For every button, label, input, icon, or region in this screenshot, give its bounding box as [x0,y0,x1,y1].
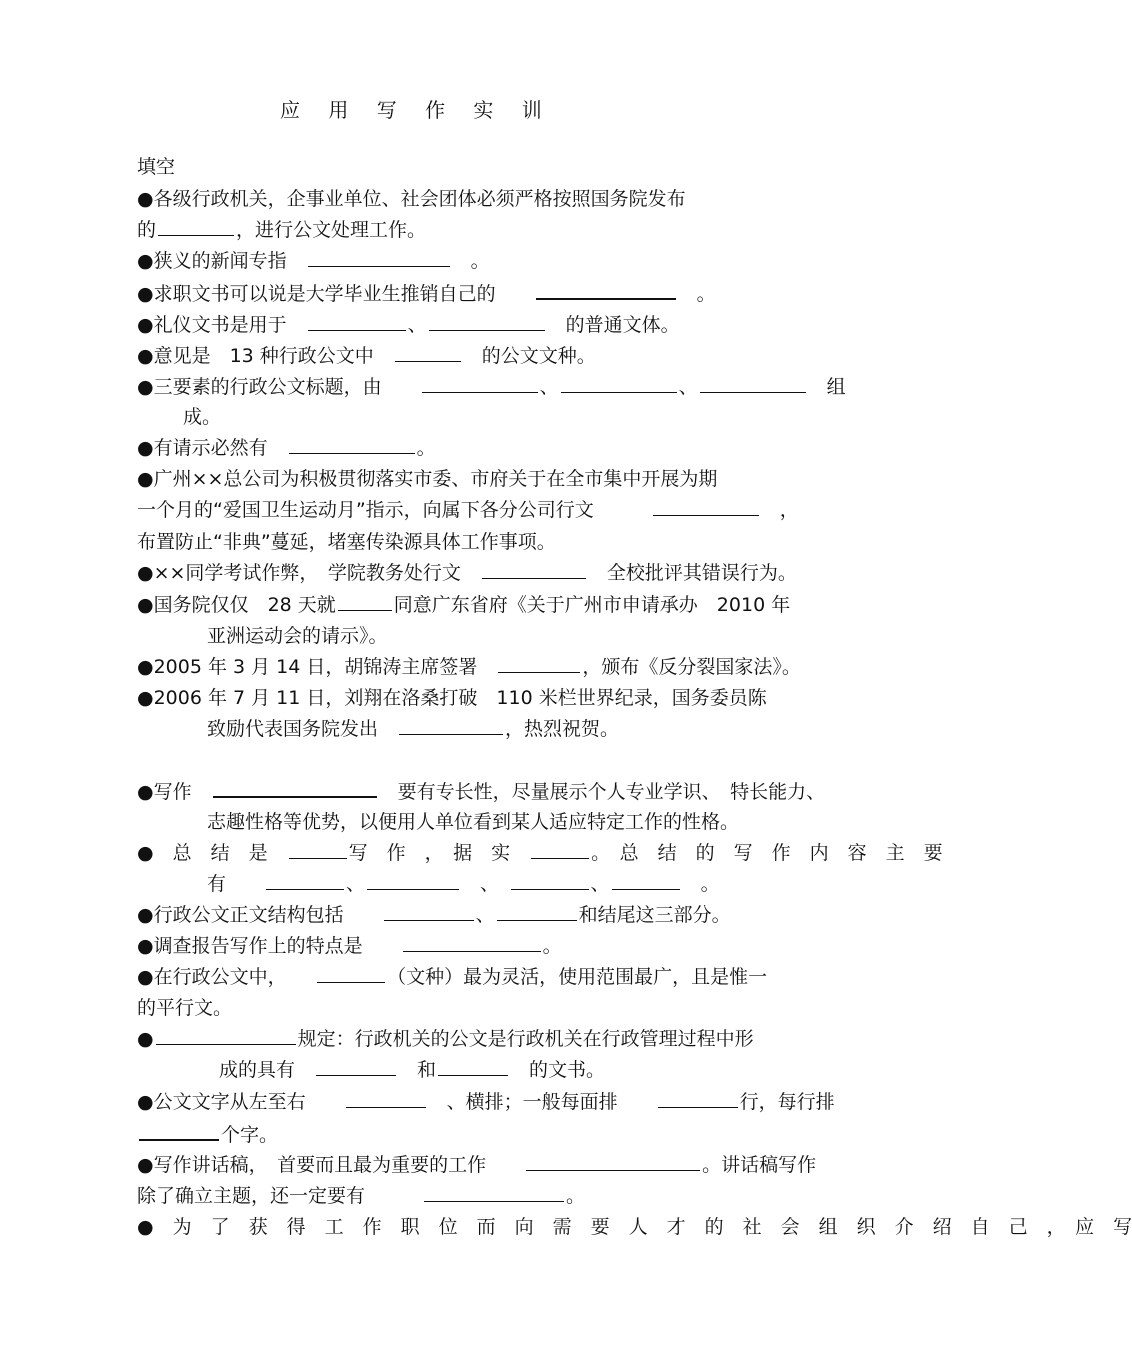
answer-blank [213,778,377,798]
question-text: ●写作 [137,781,211,803]
answer-blank [266,871,344,890]
answer-blank [289,840,347,859]
question-line [137,995,232,1021]
question-line [183,404,221,430]
question-text: ●礼仪文书是用于 [137,314,306,336]
question-text: 。 [566,1185,586,1207]
answer-blank [511,871,589,890]
question-text: ● 总 结 是 [137,842,287,864]
question-line [137,1152,816,1178]
question-text: ，热烈祝贺。 [505,718,620,740]
answer-blank [561,374,677,393]
answer-blank [498,654,580,673]
question-text: 、 [461,873,509,895]
question-text: 填空 [137,156,176,178]
question-text: 、 [539,376,559,398]
answer-blank [612,871,680,890]
question-text: 、 [346,873,366,895]
question-text: 。 [677,283,716,305]
answer-blank [156,1026,296,1045]
question-line [137,217,426,243]
question-text: 有 [207,873,265,895]
question-text: 。 [681,873,720,895]
question-text: 的文书。 [510,1059,606,1081]
question-text: 组 [807,376,846,398]
question-text: 全校批评其错误行为。 [587,562,797,584]
question-text: 成。 [183,406,222,428]
question-text: ●各级行政机关，企事业单位、社会团体必须严格按照国务院发布 [137,188,686,210]
answer-blank [367,871,459,890]
question-text: ●狭义的新闻专指 [137,250,306,272]
page-title: 应 用 写 作 实 训 [280,98,553,122]
question-text: 。 [542,935,562,957]
question-text: ●广州××总公司为积极贯彻落实市委、市府关于在全市集中开展为期 [137,468,718,490]
answer-blank [399,716,503,735]
answer-blank [384,902,474,921]
question-text: 。 [416,437,436,459]
question-text: ●国务院仅仅 28 天就 [137,594,336,616]
question-text: 志趣性格等优势，以便用人单位看到某人适应特定工作的性格。 [207,811,740,833]
question-text: 、 [590,873,610,895]
question-text: 规定：行政机关的公文是行政机关在行政管理过程中形 [297,1028,754,1050]
answer-blank [316,1057,396,1076]
question-text: 亚洲运动会的请示》。 [207,625,388,647]
question-line [219,1057,605,1083]
question-text: ● 为 了 获 得 工 作 职 位 而 向 需 要 人 才 的 社 会 组 织 介 绍 自 己 ， 应 写 [137,1216,1132,1238]
answer-blank [289,435,415,454]
question-text: 和结尾这三部分。 [578,904,731,926]
answer-blank [139,1121,219,1141]
question-line [137,1183,585,1209]
question-text: ， [760,499,799,521]
question-text: 写 作 ， 据 实 [348,842,530,864]
question-text: ●有请示必然有 [137,437,287,459]
question-text: ，进行公文处理工作。 [236,219,427,241]
question-text: 一个月的“爱国卫生运动月”指示，向属下各分公司行文 [137,499,651,521]
question-text: ●××同学考试作弊， 学院教务处行文 [137,562,480,584]
question-text: 的平行文。 [137,997,233,1019]
question-line [137,529,556,555]
answer-blank [658,1089,738,1108]
question-line [137,654,801,680]
question-text: 、 [407,314,427,336]
question-text: ，颁布《反分裂国家法》。 [582,656,801,678]
answer-blank [536,280,676,300]
answer-blank [531,840,589,859]
question-text: ●求职文书可以说是大学毕业生推销自己的 [137,283,534,305]
question-line [137,1121,278,1148]
question-line [137,186,686,212]
question-text: 的公文文种。 [462,345,596,367]
question-text: 、 [678,376,698,398]
question-text: 成的具有 [219,1059,315,1081]
question-text: 致励代表国务院发出 [207,718,398,740]
answer-blank [424,1183,564,1202]
question-line [137,312,680,338]
question-text: 的普通文体。 [546,314,680,336]
answer-blank [700,374,806,393]
question-line [137,497,799,523]
question-text: ●2005 年 3 月 14 日，胡锦涛主席签署 [137,656,497,678]
question-line [137,374,846,400]
question-line [137,343,596,369]
question-text: 除了确立主题，还一定要有 [137,1185,423,1207]
question-line [137,964,767,990]
answer-blank [653,497,759,516]
answer-blank [497,902,577,921]
question-text: ● [137,1028,154,1050]
question-text: 和 [398,1059,437,1081]
question-text: 、横排；一般每面排 [427,1091,656,1113]
answer-blank [422,374,538,393]
question-text: ●公文文字从左至右 [137,1091,344,1113]
question-text: 的 [137,219,157,241]
question-line [137,933,562,959]
answer-blank [429,312,545,331]
question-text: ●2006 年 7 月 11 日，刘翔在洛桑打破 110 米栏世界纪录，国务委员陈 [137,687,767,709]
question-text: 个字。 [221,1124,279,1146]
question-line [137,592,790,618]
question-text: 。 [451,250,490,272]
answer-blank [308,248,450,267]
question-text: 行，每行排 [739,1091,835,1113]
question-text: （文种）最为灵活，使用范围最广，且是惟一 [387,966,768,988]
question-text: ●在行政公文中， [137,966,316,988]
question-line [137,1026,754,1052]
question-line [207,623,388,649]
question-line [137,1214,1132,1240]
answer-blank [395,343,461,362]
answer-blank [346,1089,426,1108]
question-text: ●意见是 13 种行政公文中 [137,345,393,367]
question-line [137,840,943,866]
question-line [137,778,825,805]
answer-blank [438,1057,508,1076]
question-text: 。讲话稿写作 [702,1154,817,1176]
question-text: ●写作讲话稿， 首要而且最为重要的工作 [137,1154,525,1176]
question-text: 布置防止“非典”蔓延，堵塞传染源具体工作事项。 [137,531,556,553]
answer-blank [317,964,385,983]
question-line [137,466,717,492]
section-heading [137,154,175,180]
question-line [137,280,716,307]
question-text: ●调查报告写作上的特点是 [137,935,401,957]
question-text: 。 总 结 的 写 作 内 容 主 要 [591,842,943,864]
question-line [207,809,739,835]
question-line [137,560,797,586]
question-line [137,435,436,461]
question-text: ●行政公文正文结构包括 [137,904,382,926]
question-text: 同意广东省府《关于广州市申请承办 2010 年 [393,594,791,616]
answer-blank [158,217,234,236]
answer-blank [308,312,406,331]
question-line [137,685,767,711]
question-line [137,902,731,928]
question-line [207,716,619,742]
answer-blank [338,592,392,611]
question-line [207,871,720,897]
answer-blank [403,933,541,952]
question-line [137,248,490,274]
question-text: ●三要素的行政公文标题，由 [137,376,420,398]
answer-blank [526,1152,700,1171]
question-text: 、 [475,904,495,926]
question-line [137,1089,835,1115]
question-text: 要有专长性，尽量展示个人专业学识、 特长能力、 [378,781,826,803]
answer-blank [482,560,586,579]
